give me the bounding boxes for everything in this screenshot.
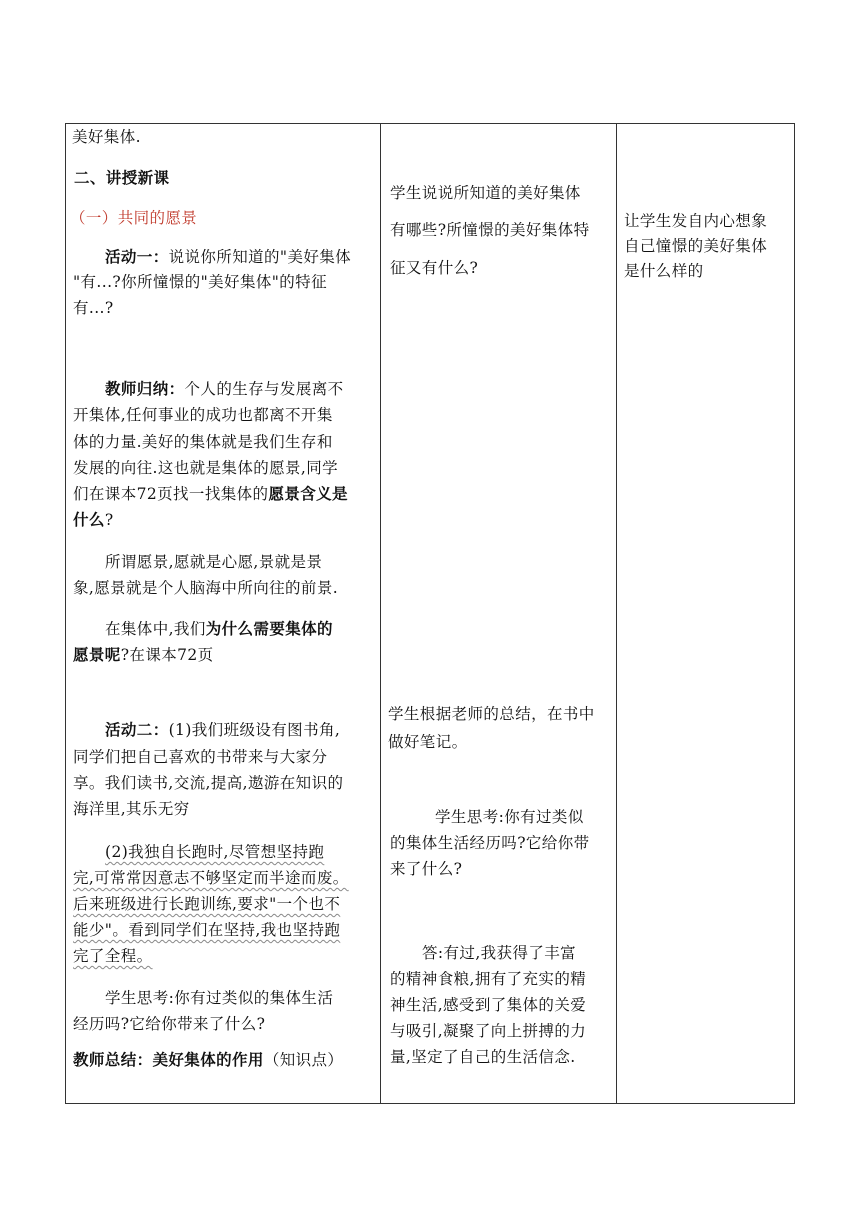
student-thinking-line: 的集体生活经历吗?它给你带 (390, 834, 590, 852)
intro-line: 美好集体. (72, 128, 141, 146)
design-intent-line: 是什么样的 (624, 262, 704, 280)
teacher-summary-line: 体的力量.美好的集体就是我们生存和 (73, 433, 333, 451)
vision-definition-line: 象,愿景就是个人脑海中所向往的前景. (73, 579, 339, 597)
activity-2-line: 同学们把自己喜欢的书带来与大家分 (73, 748, 328, 766)
student-notes-line: 做好笔记。 (388, 733, 468, 751)
subsection-heading: （一）共同的愿景 (70, 209, 198, 227)
student-activity-line: 征又有什么? (390, 259, 479, 277)
student-answer-line: 的精神食粮,拥有了充实的精 (390, 970, 587, 988)
why-vision-line (73, 643, 214, 668)
student-thinking-line: 经历吗?它给你带来了什么? (73, 1015, 266, 1033)
teacher-summary-text: 们在课本72页找一找集体的 (73, 485, 269, 503)
student-notes-line: 学生根据老师的总结，在书中 (388, 705, 595, 723)
why-vision-text: 在集体中,我们 (105, 620, 206, 638)
student-thinking-line: 学生思考:你有过类似 (435, 808, 584, 826)
teacher-summary-label: 教师归纳： (105, 380, 185, 398)
teacher-summary-line (105, 377, 344, 402)
emphasis-text: 什么 (73, 511, 105, 529)
section-heading: 二、讲授新课 (74, 169, 170, 187)
emphasis-text: 愿景呢 (73, 646, 121, 664)
student-answer-line: 量,坚定了自己的生活信念. (390, 1048, 576, 1066)
teacher-summary-text: 个人的生存与发展离不 (184, 380, 344, 398)
teacher-summary-line (73, 482, 348, 507)
student-activity-line: 学生说说所知道的美好集体 (390, 184, 581, 202)
activity-2-example-line: 完了全程。 (73, 947, 153, 965)
student-answer-line: 神生活,感受到了集体的关爱 (390, 996, 587, 1014)
column-divider (616, 124, 617, 1103)
teacher-summary-line: 开集体,任何事业的成功也都离不开集 (73, 406, 333, 424)
teacher-conclusion-label: 教师总结：美好集体的作用 (73, 1051, 264, 1069)
student-answer-line: 答:有过,我获得了丰富 (422, 944, 577, 962)
activity-1-label: 活动一： (105, 248, 169, 266)
activity-2-example-line: (2)我独自长跑时,尽管想坚持跑 (105, 843, 325, 861)
teacher-summary-text: ? (104, 511, 114, 529)
activity-2-example-line: 能少"。看到同学们在坚持,我也坚持跑 (73, 921, 341, 939)
why-vision-text: ?在课本72页 (120, 646, 214, 664)
activity-1-line (105, 245, 351, 270)
student-answer-line: 与吸引,凝聚了向上拼搏的力 (390, 1022, 587, 1040)
activity-2-line: 享。我们读书,交流,提高,遨游在知识的 (73, 774, 344, 792)
activity-1-text: 说说你所知道的"美好集体 (168, 248, 352, 266)
activity-2-text: (1)我们班级设有图书角, (168, 721, 341, 739)
knowledge-point-note: （知识点） (263, 1051, 344, 1069)
teacher-summary-line (73, 508, 114, 533)
activity-2-example-line: 后来班级进行长跑训练,要求"一个也不 (73, 895, 341, 913)
activity-2-line (105, 718, 340, 743)
design-intent-line: 自己憧憬的美好集体 (624, 237, 768, 255)
student-activity-line: 有哪些?所憧憬的美好集体特 (390, 221, 590, 239)
column-divider (380, 124, 381, 1103)
student-thinking-line: 来了什么? (390, 860, 463, 878)
vision-definition-line: 所谓愿景,愿就是心愿,景就是景 (105, 553, 323, 571)
activity-1-line: "有...?你所憧憬的"美好集体"的特征 (73, 273, 327, 291)
student-thinking-line: 学生思考:你有过类似的集体生活 (105, 989, 334, 1007)
teacher-conclusion-line (73, 1048, 343, 1073)
emphasis-text: 为什么需要集体的 (205, 620, 333, 638)
activity-1-line: 有...? (73, 299, 114, 317)
activity-2-line: 海洋里,其乐无穷 (73, 800, 190, 818)
activity-2-example-line: 完,可常常因意志不够坚定而半途而废。 (73, 869, 349, 887)
teacher-summary-line: 发展的向往.这也就是集体的愿景,同学 (73, 459, 339, 477)
why-vision-line (105, 617, 333, 642)
activity-2-label: 活动二： (105, 721, 169, 739)
design-intent-line: 让学生发自内心想象 (624, 212, 768, 230)
emphasis-text: 愿景含义是 (268, 485, 348, 503)
